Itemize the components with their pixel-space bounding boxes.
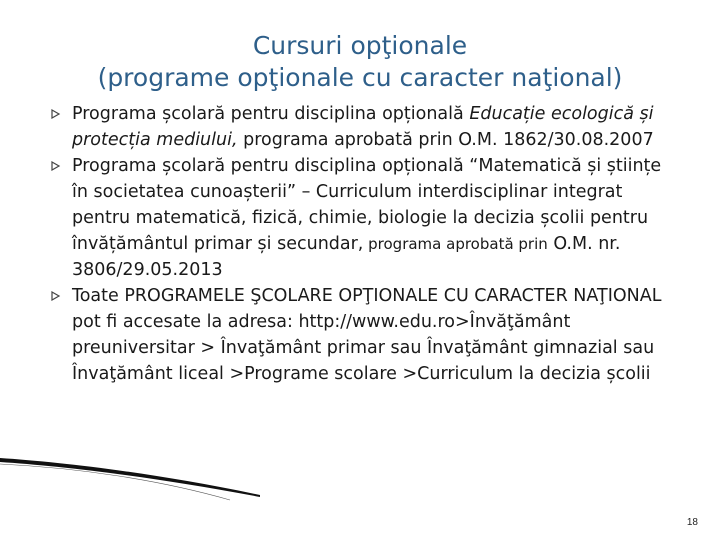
- decorative-swoosh-line: [0, 440, 720, 540]
- bullet-item-1: [50, 101, 680, 153]
- bullet-1-text: Programa școlară pentru disciplina opțională: [72, 104, 470, 124]
- triangle-bullet-icon: [50, 291, 62, 301]
- bullet-item-2: [50, 153, 680, 283]
- bullet-list: [50, 101, 680, 387]
- bullet-item-3: [50, 283, 680, 387]
- bullet-1-after: programa aprobată prin O.M. 1862/30.08.2007: [237, 130, 654, 150]
- title-line-2: (programe opţionale cu caracter naţional): [97, 63, 623, 92]
- triangle-bullet-icon: [50, 109, 62, 119]
- page-number: 18: [686, 517, 698, 528]
- bullet-2-text: Programa școlară pentru disciplina opțională “Matematică și științe în societatea cunoașterii” – Curriculum interdisciplinar integrat pentru matematică, fizică, chimie, biologie la decizia școlii pentru învățământul primar și secundar,: [72, 156, 662, 254]
- slide-title: [40, 30, 680, 94]
- bullet-2-small: programa aprobată prin: [363, 235, 548, 253]
- bullet-3-text: Toate PROGRAMELE ŞCOLARE OPŢIONALE CU CARACTER NAŢIONAL pot fi accesate la adresa: http://www.edu.ro>Învăţământ preuniversitar > Învaţământ primar sau Învaţământ gimnazial sau Învaţământ liceal >Programe scolare >Curriculum la decizia școlii: [72, 286, 662, 384]
- bullet-1-italic: Educație ecologică și protecția mediului,: [72, 104, 654, 150]
- bullet-2-end: O.M. nr. 3806/29.05.2013: [72, 234, 621, 280]
- triangle-bullet-icon: [50, 161, 62, 171]
- title-line-1: Cursuri opţionale: [252, 31, 468, 60]
